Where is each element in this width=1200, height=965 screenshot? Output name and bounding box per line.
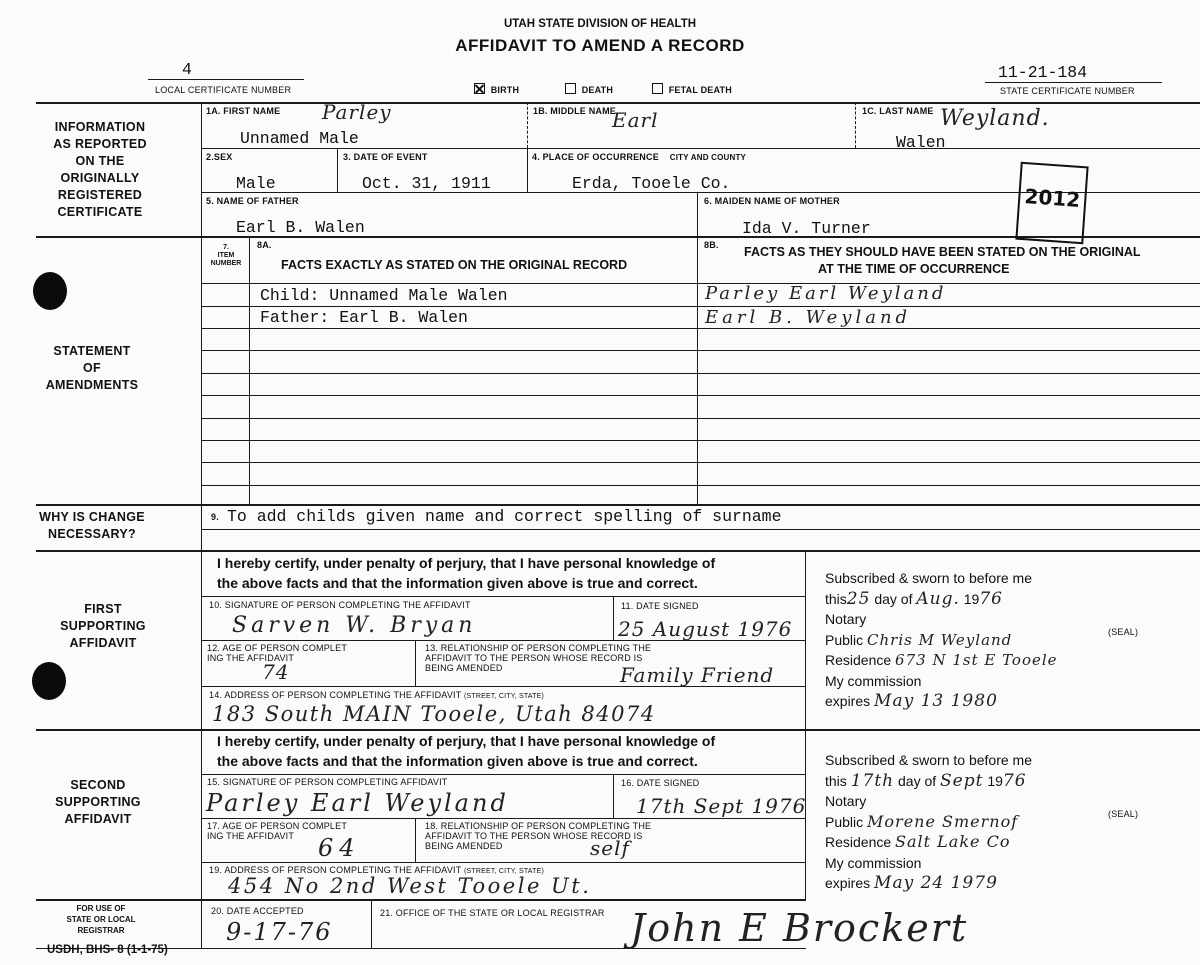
second-relationship: self bbox=[590, 836, 630, 860]
last-name-handwritten: Weyland. bbox=[940, 106, 1050, 131]
first-relationship: Family Friend bbox=[620, 663, 775, 687]
section-label-statement: STATEMENT OF AMENDMENTS bbox=[45, 344, 139, 392]
stamp-number: 2012 bbox=[1023, 184, 1081, 212]
col-8a-number: 8A. bbox=[257, 240, 272, 250]
first-age-label: 12. AGE OF PERSON COMPLET ING THE AFFIDAVIT bbox=[207, 643, 348, 663]
second-address: 454 No 2nd West Tooele Ut. bbox=[228, 874, 592, 898]
date-of-event-value: Oct. 31, 1911 bbox=[362, 174, 491, 193]
why-text: To add childs given name and correct spelling of surname bbox=[227, 507, 782, 526]
record-type-birth[interactable]: BIRTH bbox=[474, 83, 519, 95]
first-relationship-label: 13. RELATIONSHIP OF PERSON COMPLETING THE AFFIDAVIT TO THE PERSON WHOSE RECORD IS BEING AMENDED bbox=[425, 643, 652, 673]
date-accepted-label: 20. DATE ACCEPTED bbox=[211, 906, 304, 916]
first-certify-line1: I hereby certify, under penalty of perjury, that I have personal knowledge of bbox=[217, 555, 716, 571]
middle-name-label: 1B. MIDDLE NAME bbox=[533, 106, 617, 116]
state-cert-number: 11-21-184 bbox=[998, 63, 1088, 82]
second-signature: Parley Earl Weyland bbox=[206, 789, 509, 817]
first-seal-label: (SEAL) bbox=[1108, 627, 1139, 637]
second-date-label: 16. DATE SIGNED bbox=[621, 778, 700, 788]
place-label: 4. PLACE OF OCCURRENCE CITY AND COUNTY bbox=[532, 152, 747, 162]
fetal-death-checkbox[interactable] bbox=[652, 83, 663, 94]
amendment-corrected-father: Earl B. Weyland bbox=[705, 307, 912, 328]
first-notary-block: Subscribed & sworn to before me this25 day of Aug. 1976 Notary Public Chris M Weyland Residence 673 N 1st E Tooele My commission expires May 13 1980 bbox=[825, 570, 1058, 711]
second-date-signed: 17th Sept 1976 bbox=[636, 794, 807, 818]
second-certify-line2: the above facts and that the information given above is true and correct. bbox=[217, 753, 698, 769]
first-certify-line2: the above facts and that the information given above is true and correct. bbox=[217, 575, 698, 591]
registrar-office-label: 21. OFFICE OF THE STATE OR LOCAL REGISTRAR bbox=[380, 908, 605, 918]
first-address: 183 South MAIN Tooele, Utah 84074 bbox=[212, 702, 656, 726]
col-8b-title: FACTS AS THEY SHOULD HAVE BEEN STATED ON THE ORIGINAL bbox=[744, 245, 1141, 259]
place-value: Erda, Tooele Co. bbox=[572, 174, 731, 193]
first-date-signed: 25 August 1976 bbox=[618, 617, 793, 641]
why-number: 9. bbox=[211, 512, 219, 522]
father-value: Earl B. Walen bbox=[236, 218, 365, 237]
middle-name-handwritten: Earl bbox=[612, 108, 659, 132]
amendment-corrected-child: Parley Earl Weyland bbox=[705, 283, 947, 304]
punch-hole bbox=[33, 272, 67, 310]
amendment-original-father: Father: Earl B. Walen bbox=[260, 308, 468, 327]
first-sig-label: 10. SIGNATURE OF PERSON COMPLETING THE AFFIDAVIT bbox=[209, 600, 471, 610]
second-seal-label: (SEAL) bbox=[1108, 809, 1139, 819]
section-label-why: WHY IS CHANGE NECESSARY? bbox=[39, 510, 145, 541]
local-cert-number: 4 bbox=[182, 60, 192, 79]
second-relationship-label: 18. RELATIONSHIP OF PERSON COMPLETING THE AFFIDAVIT TO THE PERSON WHOSE RECORD IS BEING AMENDED bbox=[425, 821, 652, 851]
father-label: 5. NAME OF FATHER bbox=[206, 196, 299, 206]
first-age: 74 bbox=[262, 660, 290, 684]
file-stamp bbox=[1015, 162, 1088, 245]
second-address-label: 19. ADDRESS OF PERSON COMPLETING THE AFFIDAVIT (STREET, CITY, STATE) bbox=[209, 865, 545, 875]
local-cert-label: LOCAL CERTIFICATE NUMBER bbox=[155, 85, 292, 95]
first-date-label: 11. DATE SIGNED bbox=[621, 601, 699, 611]
first-name-label: 1A. FIRST NAME bbox=[206, 106, 281, 116]
second-age-label: 17. AGE OF PERSON COMPLET ING THE AFFIDAVIT bbox=[207, 821, 348, 841]
state-cert-label: STATE CERTIFICATE NUMBER bbox=[1000, 86, 1135, 96]
form-id: USDH, BHS- 8 (1-1-75) bbox=[47, 944, 168, 956]
sex-value: Male bbox=[236, 174, 276, 193]
mother-value: Ida V. Turner bbox=[742, 219, 871, 238]
birth-checkbox[interactable] bbox=[474, 83, 485, 94]
last-name-value: Walen bbox=[896, 133, 946, 152]
record-type-fetal-death[interactable]: FETAL DEATH bbox=[652, 83, 732, 95]
col-8b-number: 8B. bbox=[704, 240, 719, 250]
date-accepted: 9-17-76 bbox=[226, 918, 333, 946]
form-title: AFFIDAVIT TO AMEND A RECORD bbox=[455, 36, 745, 55]
sex-label: 2.SEX bbox=[206, 152, 233, 162]
item-number-header: 7. ITEM NUMBER bbox=[210, 244, 242, 267]
agency-name: UTAH STATE DIVISION OF HEALTH bbox=[503, 18, 697, 30]
registrar-signature: John E Brockert bbox=[630, 906, 969, 950]
first-name-handwritten: Parley bbox=[322, 100, 392, 124]
last-name-label: 1C. LAST NAME bbox=[862, 106, 934, 116]
death-checkbox[interactable] bbox=[565, 83, 576, 94]
date-of-event-label: 3. DATE OF EVENT bbox=[343, 152, 428, 162]
col-8b-subtitle: AT THE TIME OF OCCURRENCE bbox=[818, 262, 1010, 276]
section-label-original-info: INFORMATION AS REPORTED ON THE ORIGINALLY REGISTERED CERTIFICATE bbox=[53, 120, 147, 219]
first-address-label: 14. ADDRESS OF PERSON COMPLETING THE AFFIDAVIT (STREET, CITY, STATE) bbox=[209, 690, 545, 700]
second-age: 64 bbox=[318, 834, 361, 862]
record-type-death[interactable]: DEATH bbox=[565, 83, 613, 95]
first-name-value: Unnamed Male bbox=[240, 129, 359, 148]
section-label-second-affidavit: SECOND SUPPORTING AFFIDAVIT bbox=[55, 778, 141, 826]
second-certify-line1: I hereby certify, under penalty of perjury, that I have personal knowledge of bbox=[217, 733, 716, 749]
first-signature: Sarven W. Bryan bbox=[232, 613, 477, 638]
section-label-first-affidavit: FIRST SUPPORTING AFFIDAVIT bbox=[60, 602, 146, 650]
second-sig-label: 15. SIGNATURE OF PERSON COMPLETING AFFIDAVIT bbox=[207, 777, 448, 787]
col-8a-title: FACTS EXACTLY AS STATED ON THE ORIGINAL RECORD bbox=[281, 258, 628, 272]
punch-hole bbox=[32, 662, 66, 700]
second-notary-block: Subscribed & sworn to before me this 17th day of Sept 1976 Notary Public Morene Smernof Residence Salt Lake Co My commission expires May 24 1979 bbox=[825, 752, 1032, 893]
mother-label: 6. MAIDEN NAME OF MOTHER bbox=[704, 196, 840, 206]
section-label-registrar: FOR USE OF STATE OR LOCAL REGISTRAR bbox=[66, 904, 136, 935]
amendment-original-child: Child: Unnamed Male Walen bbox=[260, 286, 508, 305]
